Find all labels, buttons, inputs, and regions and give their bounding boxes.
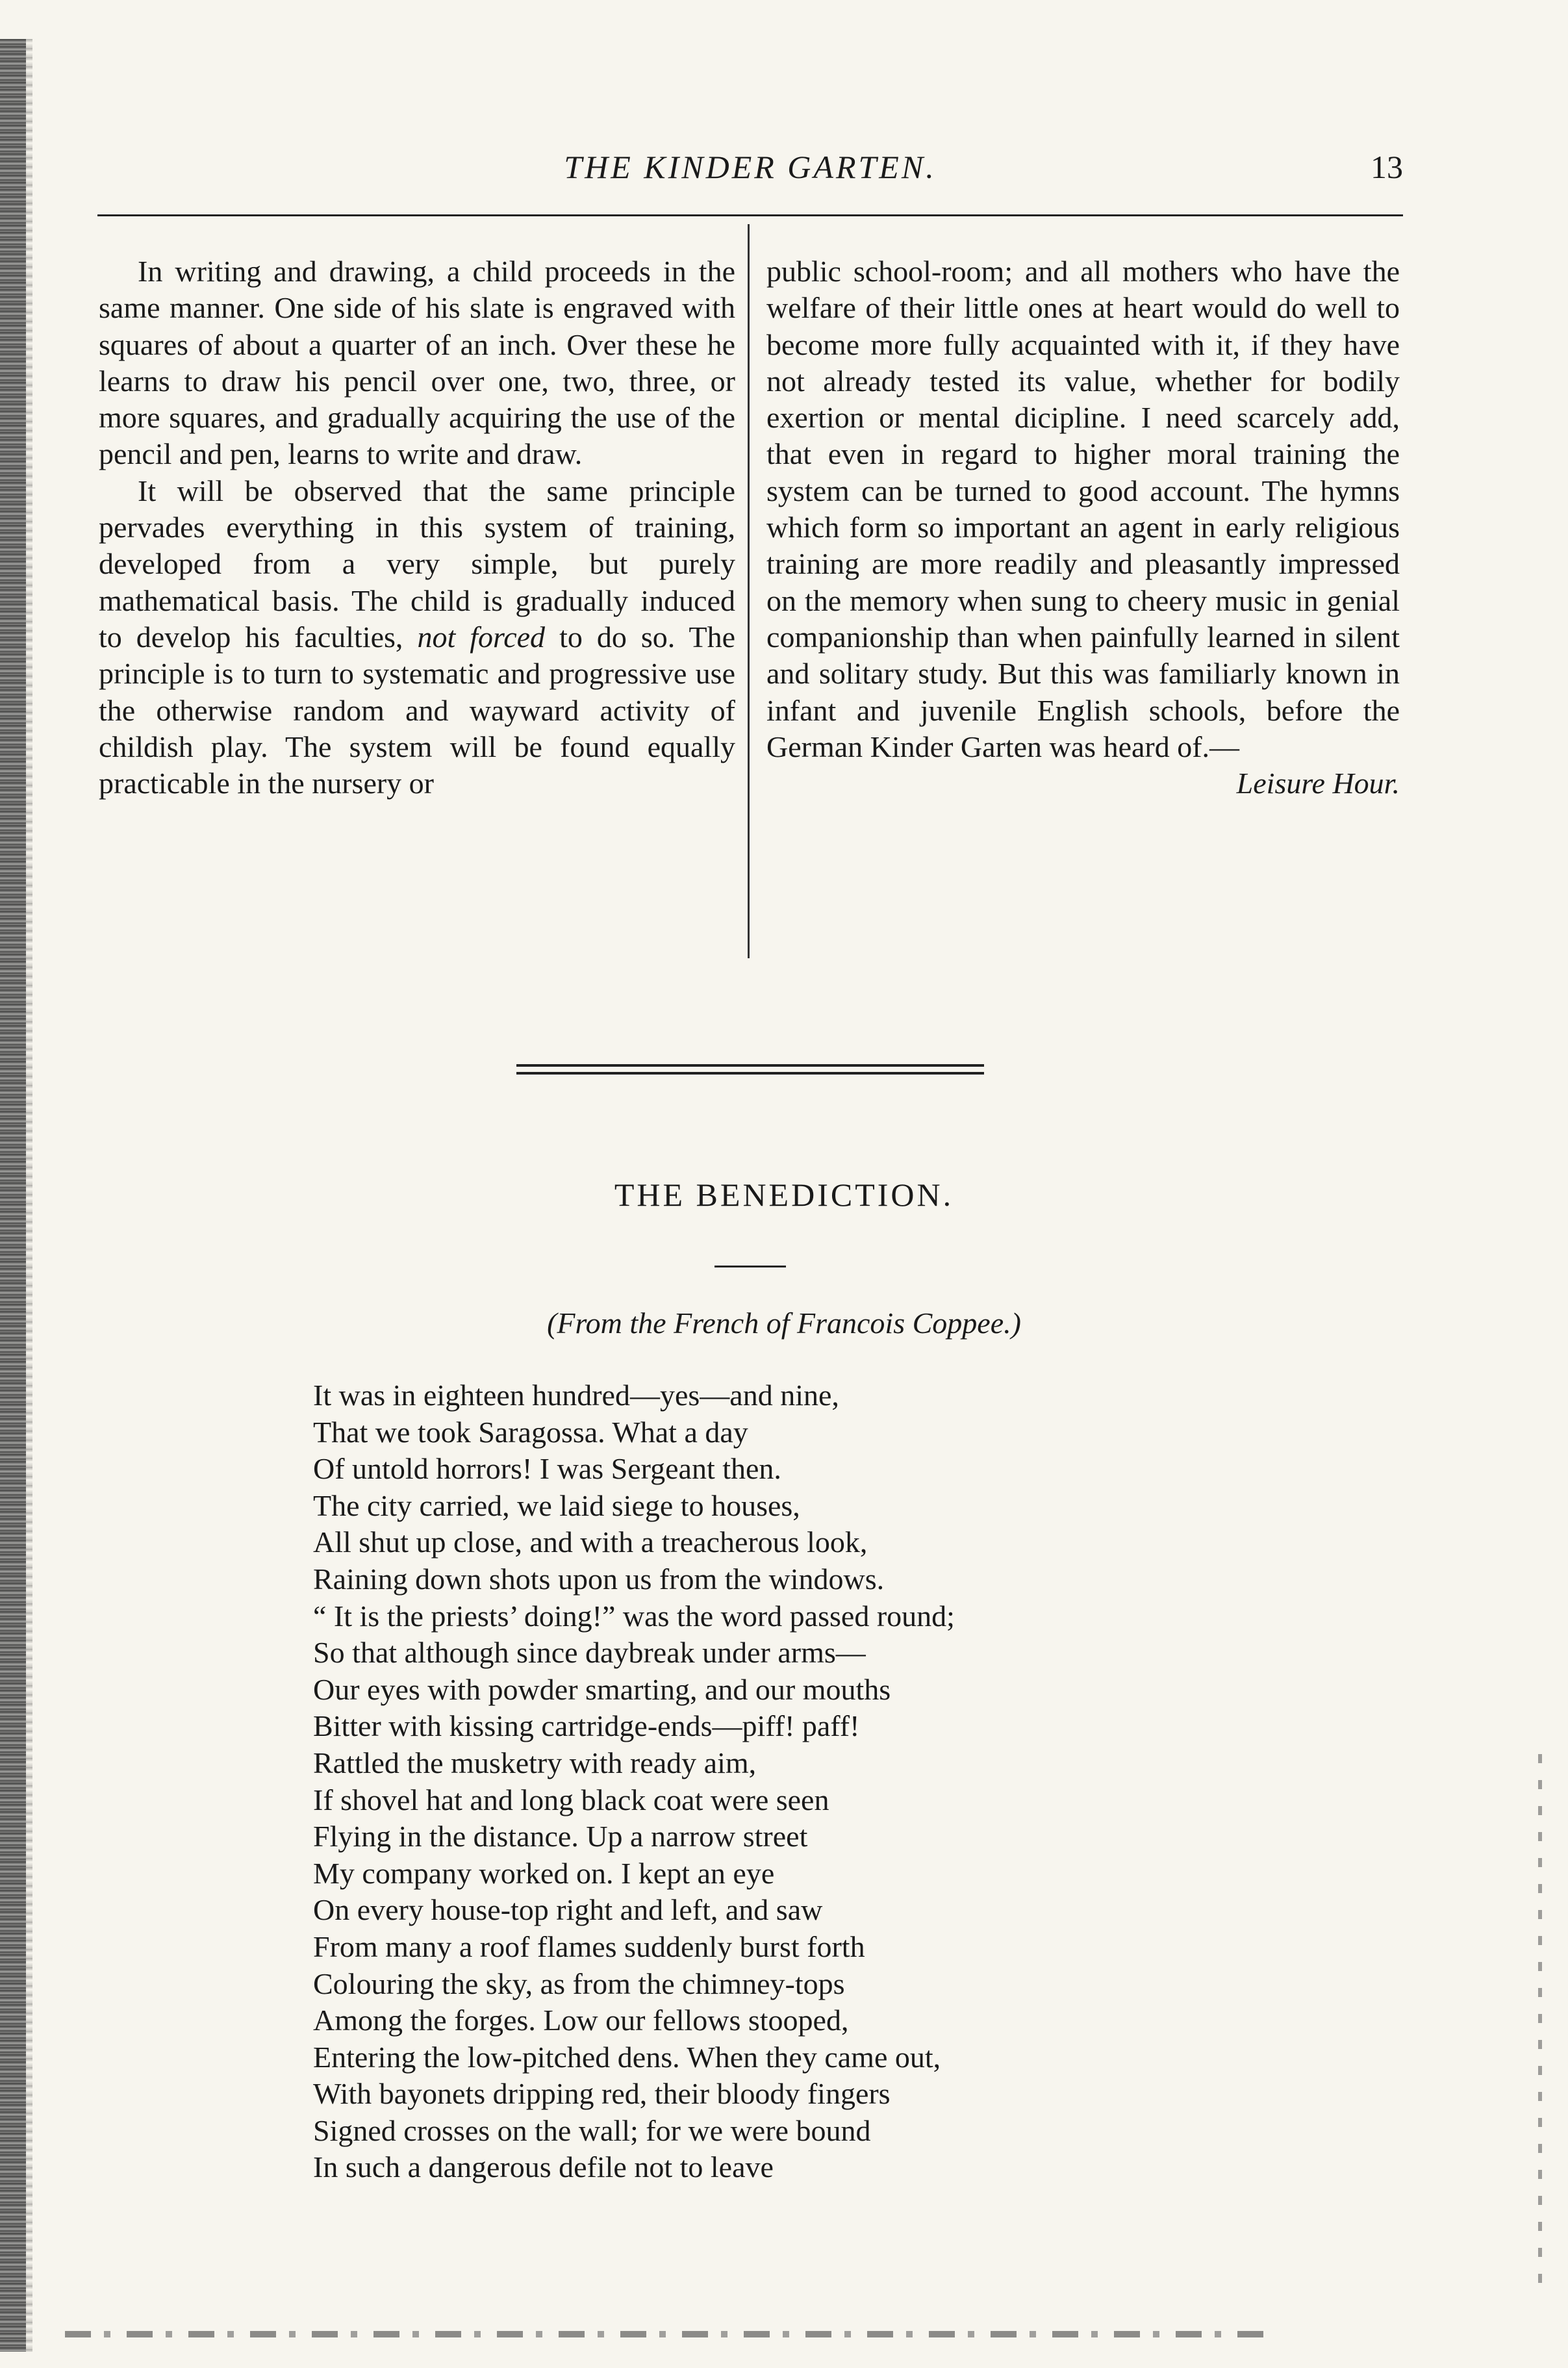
- scan-artifact-right: [1538, 1754, 1542, 2287]
- right-column: [766, 253, 1400, 802]
- poem-line: In such a dangerous defile not to leave: [313, 2150, 774, 2184]
- section-rule-top: [516, 1064, 984, 1067]
- left-column: [99, 253, 735, 802]
- title-rule: [714, 1266, 786, 1267]
- paragraph-continuation: public school-room; and all mothers who have the welfare of their little ones at heart would do well to become more fully acquainted with it, if they have not already tested its value, whether for bodily exertion or mental dicipline. I need scarcely add, that even in regard to higher moral training the system can be turned to good account. The hymns which form so important an agent in early religious training are more readily and pleasantly impressed on the memory when sung to cheery music in genial companionship than when painfully learned in silent and solitary study. But this was familiarly known in infant and juvenile English schools, before the German Kinder Garten was heard of.—: [766, 255, 1400, 763]
- poem-line: It was in eighteen hundred—yes—and nine,: [313, 1379, 839, 1412]
- poem-line: “ It is the priests’ doing!” was the word passed round;: [313, 1599, 955, 1633]
- poem-line: Bitter with kissing cartridge-ends—piff! paff!: [313, 1709, 860, 1743]
- poem-line: Our eyes with powder smarting, and our mouths: [313, 1672, 891, 1706]
- poem-title: THE BENEDICTION.: [614, 1177, 954, 1213]
- source-attribution: Leisure Hour.: [1236, 767, 1400, 800]
- poem-line: From many a roof flames suddenly burst forth: [313, 1929, 865, 1963]
- poem-line: So that although since daybreak under arms—: [313, 1636, 866, 1670]
- poem-line: My company worked on. I kept an eye: [313, 1856, 775, 1890]
- page-header: [97, 148, 1403, 194]
- poem-line: On every house-top right and left, and saw: [313, 1893, 823, 1927]
- paragraph-principle-text-a: It will be observed that the same principle pervades everything in this system of training, developed from a very simple, but purely mathematical basis. The child is gradually induced to develop his faculties,: [99, 474, 735, 654]
- poem-line: All shut up close, and with a treacherous look,: [313, 1525, 868, 1559]
- poem-body: [313, 1377, 955, 2186]
- poem-line: Entering the low-pitched dens. When they came out,: [313, 2040, 941, 2074]
- poem-line: Raining down shots upon us from the windows.: [313, 1562, 885, 1596]
- poem-line: Signed crosses on the wall; for we were bound: [313, 2113, 871, 2147]
- poem-line: Rattled the musketry with ready aim,: [313, 1746, 757, 1779]
- paragraph-principle: [99, 473, 735, 802]
- poem-line: Colouring the sky, as from the chimney-tops: [313, 1967, 845, 2000]
- scan-artifact-bottom: [65, 2331, 1267, 2337]
- emphasis-not-forced: not forced: [417, 620, 546, 654]
- paragraph-writing-drawing: In writing and drawing, a child proceeds in the same manner. One side of his slate is engraved with squares of about a quarter of an inch. Over these he learns to draw his pencil over one, two, three, or more squares, and gradually acquiring the use of the pencil and pen, learns to write and draw.: [99, 255, 735, 471]
- header-rule: [97, 214, 1403, 216]
- poem-line: That we took Saragossa. What a day: [313, 1415, 748, 1449]
- page-number: 13: [1371, 149, 1403, 185]
- poem-line: Among the forges. Low our fellows stooped,: [313, 2004, 849, 2037]
- section-rule-bottom: [516, 1072, 984, 1075]
- running-title: THE KINDER GARTEN.: [564, 149, 937, 185]
- poem-line: Flying in the distance. Up a narrow street: [313, 1820, 808, 1853]
- poem-line: With bayonets dripping red, their bloody fingers: [313, 2077, 891, 2111]
- column-divider: [748, 224, 750, 958]
- paragraph-principle-text-b: to do so. The principle is to turn to systematic and progressive use the otherwise random and wayward activity of childish play. The system will be found equally practicable in the nursery or: [99, 620, 735, 800]
- poem-line: Of untold horrors! I was Sergeant then.: [313, 1452, 781, 1486]
- poem-subtitle: (From the French of Francois Coppee.): [547, 1306, 1021, 1340]
- poem-line: The city carried, we laid siege to houses,: [313, 1488, 800, 1522]
- poem-line: If shovel hat and long black coat were seen: [313, 1783, 829, 1816]
